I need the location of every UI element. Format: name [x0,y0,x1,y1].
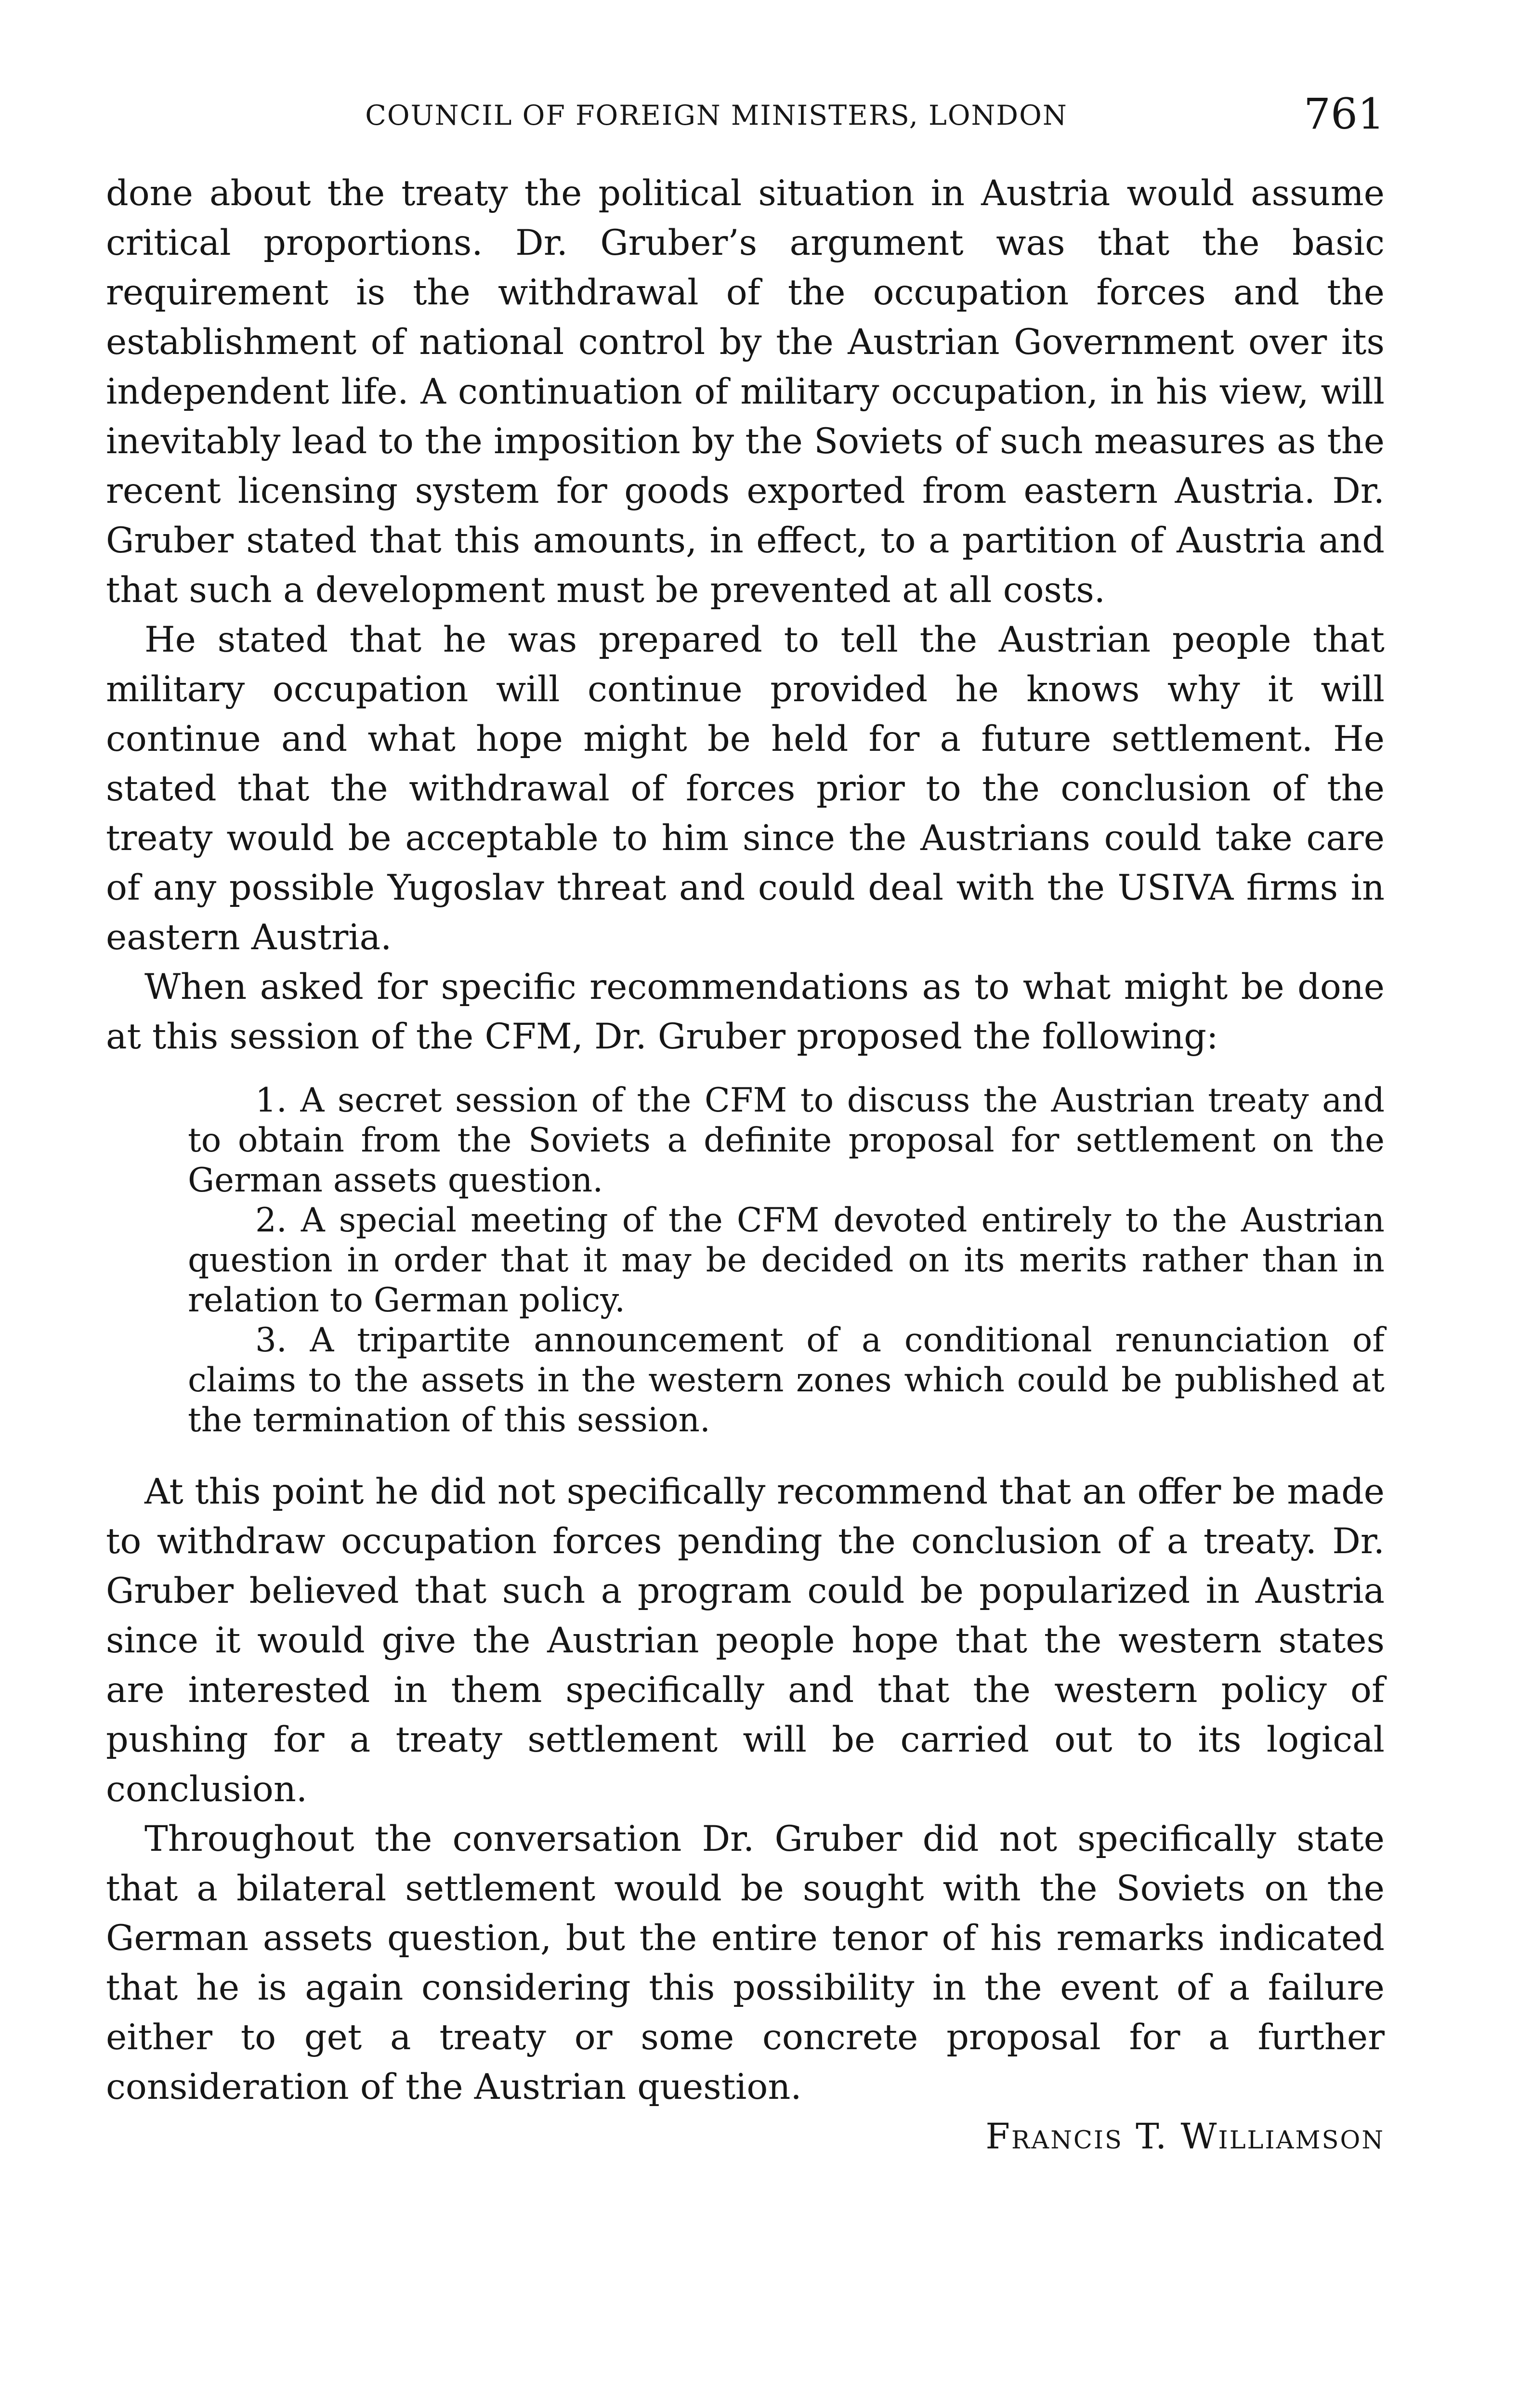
recommendations-list [106,1081,1385,1440]
paragraph-program: At this point he did not specifically recommend that an offer be made to withdraw occupation forces pending the conclusion of a treaty. Dr. Gruber believed that such a program could be popularized in Austria since it would give the Austrian people hope that the western states are interested in them specifically and that the western policy of pushing for a treaty settlement will be carried out to its logical conclusion. [106,1471,1385,1810]
signature: Francis T. Williamson [985,2116,1385,2157]
recommendation-item: 3. A tripartite announcement of a conditional renunciation of claims to the assets in the western zones which could be published at the termination of this session. [188,1321,1385,1440]
paragraph-continuation: done about the treaty the political situation in Austria would assume critical proportions. Dr. Gruber’s argument was that the basic requirement is the withdrawal of the occupation forces and the establishment of national control by the Austrian Government over its independent life. A continuation of military occupation, in his view, will inevitably lead to the imposition by the Soviets of such measures as the recent licensing system for goods exported from eastern Austria. Dr. Gruber stated that this amounts, in effect, to a partition of Austria and that such a development must be prevented at all costs. [106,173,1385,611]
running-title: COUNCIL OF FOREIGN MINISTERS, LONDON [365,100,1068,131]
page-number: 761 [1304,89,1385,139]
running-header [106,89,1385,147]
document-page [106,0,1385,2408]
paragraph-military-occupation: He stated that he was prepared to tell the Austrian people that military occupation will continue provided he knows why it will continue and what hope might be held for a future settlement. He stated that the withdrawal of forces prior to the conclusion of the treaty would be acceptable to him since the Austrians could take care of any possible Yugoslav threat and could deal with the USIVA firms in eastern Austria. [106,619,1385,958]
paragraph-bilateral-settlement: Throughout the conversation Dr. Gruber did not specifically state that a bilateral settlement would be sought with the Soviets on the German assets question, but the entire tenor of his remarks indicated that he is again considering this possibility in the event of a failure either to get a treaty or some concrete proposal for a further consideration of the Austrian question. [106,1819,1385,2107]
body-text [106,169,1385,2161]
recommendation-item: 2. A special meeting of the CFM devoted entirely to the Austrian question in order that it may be decided on its merits rather than in relation to German policy. [188,1201,1385,1320]
recommendation-item: 1. A secret session of the CFM to discuss the Austrian treaty and to obtain from the Soviets a definite proposal for settlement on the German assets question. [188,1081,1385,1200]
paragraph-recommendations-intro: When asked for specific recommendations as to what might be done at this session of the CFM, Dr. Gruber proposed the following: [106,967,1385,1057]
